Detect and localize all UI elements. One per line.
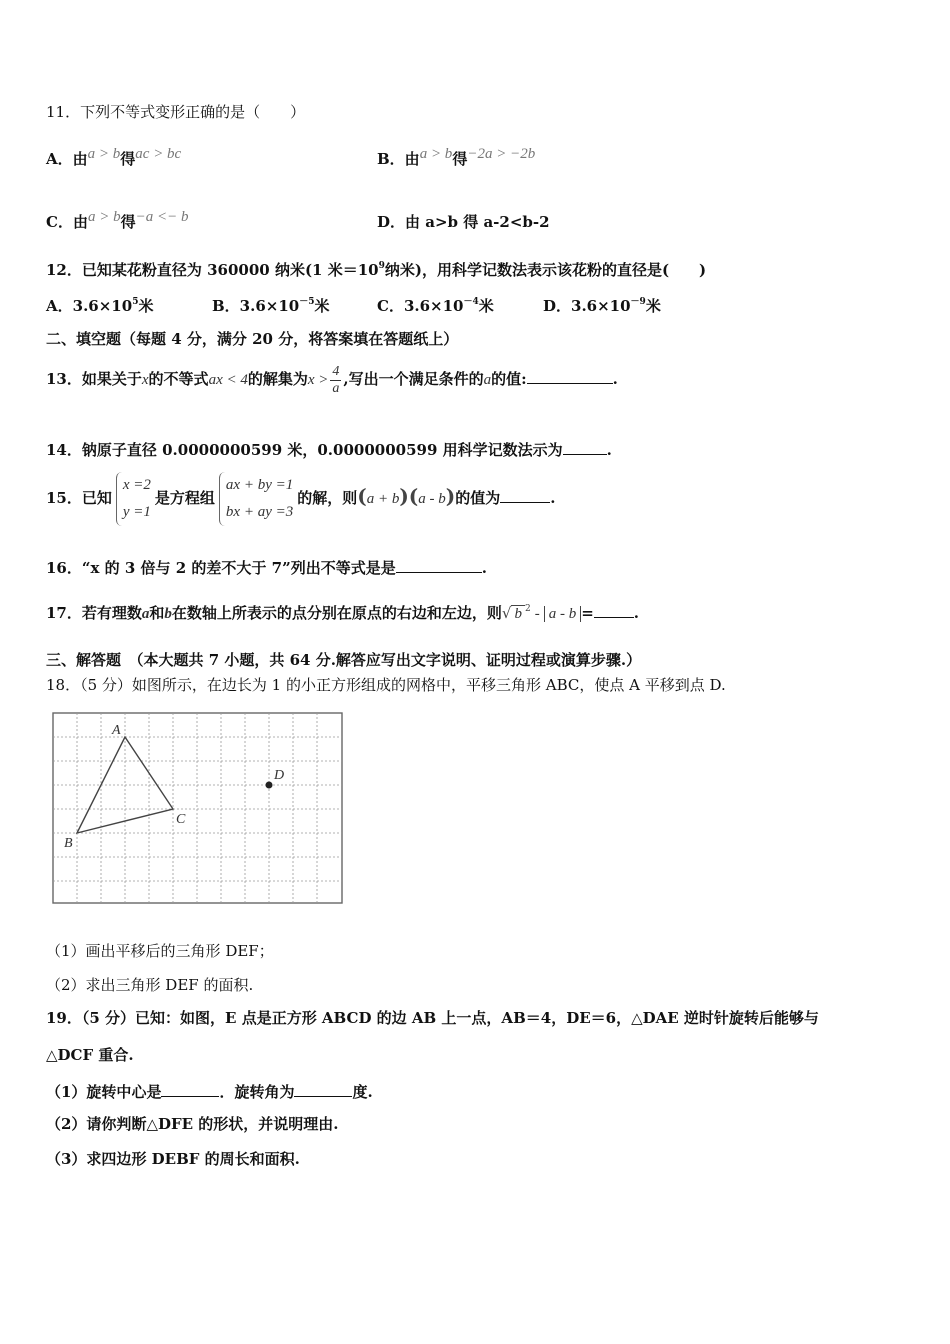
label-a: A xyxy=(112,723,121,738)
q13-answer-blank[interactable] xyxy=(527,367,613,384)
q12-option-c: C．$3.6\times 10^{-4}$米 xyxy=(377,297,494,315)
q15-equation-system: ax + by =1 bx + ay =3 xyxy=(219,472,293,526)
label-b: B xyxy=(64,836,73,851)
q19-sub3: （3）求四边形 DEBF 的周长和面积. xyxy=(46,1150,300,1168)
q19-center-blank[interactable] xyxy=(161,1080,219,1097)
q15: 15．已知 x =2 y =1 是方程组 ax + by =1 bx + ay =3 的解，则(a + b)(a - b)的值为 . xyxy=(46,468,556,527)
q18-stem: 18．（5 分）如图所示，在边长为 1 的小正方形组成的网格中，平移三角形 ABC，使点 A 平移到点 D. xyxy=(46,676,726,694)
q17: 17．若有理数a和b在数轴上所表示的点分别在原点的右边和左边，则√ b $^2$ - a - b = . xyxy=(46,601,639,626)
q12-option-d: D．$3.6\times 10^{-9}$米 xyxy=(543,297,661,315)
q17-answer-blank[interactable] xyxy=(594,601,634,618)
label-c: C xyxy=(176,812,186,827)
section-3-heading: 三、解答题 （本大题共 7 小题，共 64 分.解答应写出文字说明、证明过程或演算步骤.） xyxy=(46,651,642,669)
q15-answer-blank[interactable] xyxy=(500,486,550,503)
q19-angle-blank[interactable] xyxy=(294,1080,352,1097)
q18-grid-figure xyxy=(52,712,344,905)
q11-option-d: D．由 a>b 得 a-2<b-2 xyxy=(377,213,550,231)
q19-sub1: （1）旋转中心是 ．旋转角为 度. xyxy=(46,1080,373,1102)
q16: 16．“x 的 3 倍与 2 的差不大于 7”列出不等式是是 . xyxy=(46,556,487,578)
q18-sub1: （1）画出平移后的三角形 DEF； xyxy=(46,942,274,960)
q11-option-a: A．由a > b得ac > bc xyxy=(46,146,182,168)
q12-stem: 12．已知某花粉直径为 360000 纳米(1 米$=10^9$纳米)，用科学记数法表示该花粉的直径是( ) xyxy=(46,261,707,279)
q19-sub2: （2）请你判断△DFE 的形状，并说明理由. xyxy=(46,1115,339,1133)
q14-answer-blank[interactable] xyxy=(563,438,607,455)
q14: 14．钠原子直径 0.0000000599 米，0.0000000599 用科学记数法示为 . xyxy=(46,438,612,460)
q19-line2: △DCF 重合. xyxy=(46,1046,134,1064)
q18-sub2: （2）求出三角形 DEF 的面积. xyxy=(46,976,254,994)
q11-option-b: B．由a > b得−2a > −2b xyxy=(377,146,536,168)
q15-solution-system: x =2 y =1 xyxy=(116,472,151,526)
q11-option-c: C．由a > b得−a <− b xyxy=(46,209,189,231)
q12-option-b: B．$3.6\times 10^{-5}$米 xyxy=(212,297,330,315)
label-d: D xyxy=(274,768,285,783)
q13: 13．如果关于x的不等式ax < 4的解集为x > $\frac{4}{a}$ ,写出一个满足条件的a的值: . xyxy=(46,363,618,396)
q16-answer-blank[interactable] xyxy=(396,556,482,573)
q19-line1: 19．（5 分）已知：如图，E 点是正方形 ABCD 的边 AB 上一点，AB＝4，DE＝6，△DAE 逆时针旋转后能够与 xyxy=(46,1009,819,1027)
q11-stem: 11．下列不等式变形正确的是（ ） xyxy=(46,103,306,121)
q12-option-a: A．$3.6\times 10^5$米 xyxy=(46,297,154,315)
point-d xyxy=(266,782,273,789)
q13-fraction: $\frac{4}{a}$ xyxy=(332,363,340,396)
section-2-heading: 二、填空题（每题 4 分，满分 20 分，将答案填在答题纸上） xyxy=(46,330,459,348)
q17-radical: √ b $^2$ xyxy=(501,604,531,622)
